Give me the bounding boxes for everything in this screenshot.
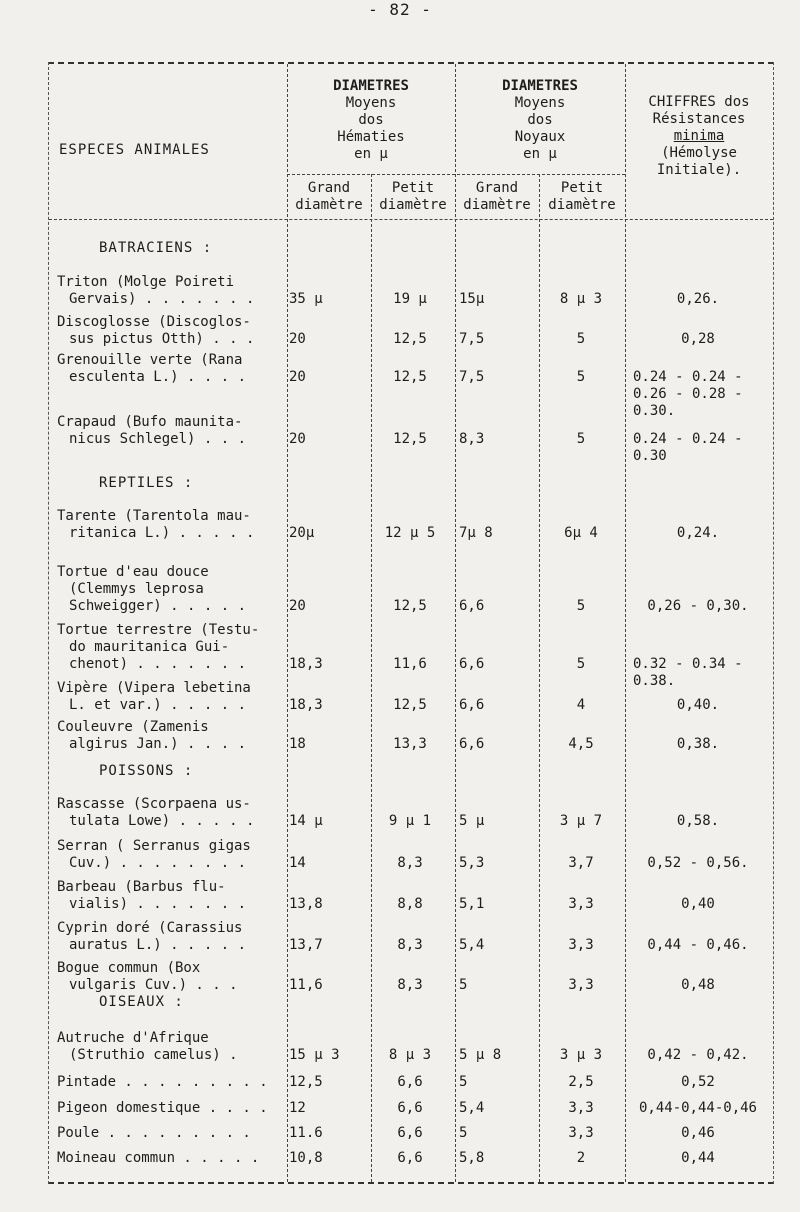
hematie-petit-value: 12,5	[393, 598, 427, 614]
data-table	[48, 62, 774, 1184]
resistance-value: 0,26.	[676, 291, 720, 307]
hematie-petit-value: 13,3	[393, 736, 427, 752]
hematie-petit-value: 19 μ	[393, 291, 427, 307]
noyau-petit-value: 3,3	[568, 896, 594, 912]
hematie-petit-value: 8,3	[397, 937, 423, 953]
resistance-value: 0,26 - 0,30.	[647, 598, 749, 614]
noyau-petit-value: 3 μ 3	[559, 1047, 603, 1063]
species-name: Discoglosse (Discoglos- sus pictus Otth) . . .	[57, 314, 255, 347]
header-rule	[49, 219, 773, 220]
resistance-value: 0,42 - 0,42.	[647, 1047, 749, 1063]
column-rule	[455, 64, 456, 1182]
species-name: Bogue commun (Box vulgaris Cuv.) . . .	[57, 960, 238, 993]
noyau-petit-value: 5	[576, 331, 586, 347]
hematie-petit-value: 12,5	[393, 369, 427, 385]
noyau-grand-value: 7,5	[459, 331, 485, 347]
noyau-grand-value: 5,4	[459, 1100, 485, 1116]
species-name: Crapaud (Bufo maunita- nicus Schlegel) . . .	[57, 414, 247, 447]
noyau-grand-value: 5	[459, 1125, 468, 1141]
column-rule	[625, 64, 626, 1182]
hematie-grand-value: 14	[289, 855, 306, 871]
species-name: Rascasse (Scorpaena us- tulata Lowe) . . . . .	[57, 796, 255, 829]
resistance-value: 0,40	[681, 896, 715, 912]
species-name: Triton (Molge Poireti Gervais) . . . . . . .	[57, 274, 255, 307]
column-rule	[371, 174, 372, 1182]
hematie-grand-value: 12	[289, 1100, 306, 1116]
hematie-grand-value: 18,3	[289, 697, 323, 713]
grand-header: Grand diamètre	[463, 180, 531, 213]
noyau-grand-value: 7,5	[459, 369, 485, 385]
hematie-grand-value: 20	[289, 431, 306, 447]
hematie-grand-value: 20	[289, 331, 306, 347]
noyau-grand-value: 5,8	[459, 1150, 485, 1166]
noyaux-header: DIAMETRES Moyens dos Noyaux en μ	[502, 78, 578, 162]
hematie-grand-value: 18	[289, 736, 306, 752]
petit-header: Petit diamètre	[379, 180, 447, 213]
hematie-petit-value: 12 μ 5	[384, 525, 436, 541]
hematie-petit-value: 6,6	[397, 1074, 423, 1090]
resistance-value: 0,44-0,44-0,46	[638, 1100, 757, 1116]
species-name: Cyprin doré (Carassius auratus L.) . . . . .	[57, 920, 247, 953]
noyau-grand-value: 7μ 8	[459, 525, 493, 541]
hematie-petit-value: 8,3	[397, 977, 423, 993]
noyau-grand-value: 5	[459, 1074, 468, 1090]
resistance-value: 0.32 - 0.34 - 0.38.	[633, 656, 743, 689]
species-name: Pigeon domestique . . . .	[57, 1100, 268, 1116]
species-name: Couleuvre (Zamenis algirus Jan.) . . . .	[57, 719, 247, 752]
hematie-petit-value: 6,6	[397, 1100, 423, 1116]
species-name: Poule . . . . . . . . .	[57, 1125, 251, 1141]
noyau-petit-value: 3,3	[568, 1100, 594, 1116]
noyau-petit-value: 5	[576, 598, 586, 614]
species-name: Vipère (Vipera lebetina L. et var.) . . . . .	[57, 680, 251, 713]
noyau-petit-value: 6μ 4	[564, 525, 598, 541]
noyau-grand-value: 5 μ 8	[459, 1047, 502, 1063]
hematie-grand-value: 20	[289, 369, 306, 385]
species-name: Tarente (Tarentola mau- ritanica L.) . . . . .	[57, 508, 255, 541]
hematie-grand-value: 12,5	[289, 1074, 323, 1090]
hematie-grand-value: 11.6	[289, 1125, 323, 1141]
noyau-petit-value: 3 μ 7	[559, 813, 603, 829]
resistance-value: 0,28	[681, 331, 715, 347]
hematie-grand-value: 11,6	[289, 977, 323, 993]
hematie-petit-value: 11,6	[393, 656, 427, 672]
noyau-petit-value: 4	[576, 697, 586, 713]
hematie-grand-value: 20	[289, 598, 306, 614]
noyau-petit-value: 5	[576, 431, 586, 447]
hematie-petit-value: 8 μ 3	[388, 1047, 432, 1063]
hematie-grand-value: 15 μ 3	[289, 1047, 340, 1063]
species-name: Pintade . . . . . . . . .	[57, 1074, 268, 1090]
species-name: Tortue terrestre (Testu- do mauritanica Gui- chenot) . . . . . . .	[57, 622, 260, 672]
hematie-petit-value: 6,6	[397, 1150, 423, 1166]
noyau-petit-value: 5	[576, 656, 586, 672]
resistance-value: 0,24.	[676, 525, 720, 541]
grand-header: Grand diamètre	[295, 180, 363, 213]
section-heading: BATRACIENS :	[99, 240, 213, 256]
noyau-grand-value: 5	[459, 977, 468, 993]
hematie-petit-value: 12,5	[393, 431, 427, 447]
species-name: Tortue d'eau douce (Clemmys leprosa Schweigger) . . . . .	[57, 564, 247, 614]
resistance-value: 0,58.	[676, 813, 720, 829]
column-rule	[287, 64, 288, 1182]
noyau-petit-value: 3,3	[568, 1125, 594, 1141]
noyau-petit-value: 8 μ 3	[559, 291, 603, 307]
hematie-grand-value: 20μ	[289, 525, 315, 541]
species-name: Moineau commun . . . . .	[57, 1150, 260, 1166]
noyau-petit-value: 3,7	[568, 855, 594, 871]
noyau-petit-value: 2,5	[568, 1074, 594, 1090]
hematie-grand-value: 14 μ	[289, 813, 323, 829]
hematie-petit-value: 8,3	[397, 855, 423, 871]
noyau-petit-value: 3,3	[568, 977, 594, 993]
noyau-petit-value: 4,5	[568, 736, 594, 752]
noyau-grand-value: 15μ	[459, 291, 485, 307]
species-name: Grenouille verte (Rana esculenta L.) . . . .	[57, 352, 247, 385]
noyau-grand-value: 5,4	[459, 937, 485, 953]
resistance-value: 0,46	[681, 1125, 715, 1141]
resistance-value: 0,38.	[676, 736, 720, 752]
resistance-value: 0,44	[681, 1150, 715, 1166]
hematie-petit-value: 8,8	[397, 896, 423, 912]
hematie-grand-value: 10,8	[289, 1150, 323, 1166]
resistance-value: 0,52	[681, 1074, 715, 1090]
section-heading: REPTILES :	[99, 475, 194, 491]
noyau-grand-value: 6,6	[459, 736, 485, 752]
noyau-petit-value: 3,3	[568, 937, 594, 953]
noyau-grand-value: 6,6	[459, 656, 485, 672]
noyau-grand-value: 5,1	[459, 896, 485, 912]
petit-header: Petit diamètre	[548, 180, 616, 213]
noyau-petit-value: 5	[576, 369, 586, 385]
column-rule	[539, 174, 540, 1182]
page-number: - 82 -	[368, 0, 432, 19]
noyau-grand-value: 8,3	[459, 431, 485, 447]
species-name: Autruche d'Afrique (Struthio camelus) .	[57, 1030, 238, 1063]
noyau-grand-value: 6,6	[459, 598, 485, 614]
hematie-petit-value: 9 μ 1	[388, 813, 432, 829]
resistance-value: 0.24 - 0.24 - 0.26 - 0.28 - 0.30.	[633, 369, 743, 419]
resistance-value: 0.24 - 0.24 - 0.30	[633, 431, 743, 464]
resistance-value: 0,48	[681, 977, 715, 993]
species-name: Barbeau (Barbus flu- vialis) . . . . . . .	[57, 879, 247, 912]
species-header: ESPECES ANIMALES	[59, 142, 210, 158]
hematie-grand-value: 13,8	[289, 896, 323, 912]
section-heading: OISEAUX :	[99, 994, 184, 1010]
hematie-grand-value: 35 μ	[289, 291, 323, 307]
resistance-value: 0,44 - 0,46.	[647, 937, 749, 953]
header-rule	[287, 174, 625, 175]
species-name: Serran ( Serranus gigas Cuv.) . . . . . . . .	[57, 838, 251, 871]
section-heading: POISSONS :	[99, 763, 194, 779]
resistances-header: CHIFFRES dos Résistances minima (Hémolyse Initiale).	[648, 94, 750, 178]
hematie-petit-value: 12,5	[393, 697, 427, 713]
hematie-petit-value: 12,5	[393, 331, 427, 347]
hematie-grand-value: 18,3	[289, 656, 323, 672]
resistance-value: 0,40.	[676, 697, 720, 713]
noyau-grand-value: 5 μ	[459, 813, 485, 829]
hematies-header: DIAMETRES Moyens dos Hématies en μ	[333, 78, 409, 162]
hematie-petit-value: 6,6	[397, 1125, 423, 1141]
resistance-value: 0,52 - 0,56.	[647, 855, 749, 871]
noyau-grand-value: 5,3	[459, 855, 485, 871]
noyau-petit-value: 2	[576, 1150, 586, 1166]
noyau-grand-value: 6,6	[459, 697, 485, 713]
hematie-grand-value: 13,7	[289, 937, 323, 953]
